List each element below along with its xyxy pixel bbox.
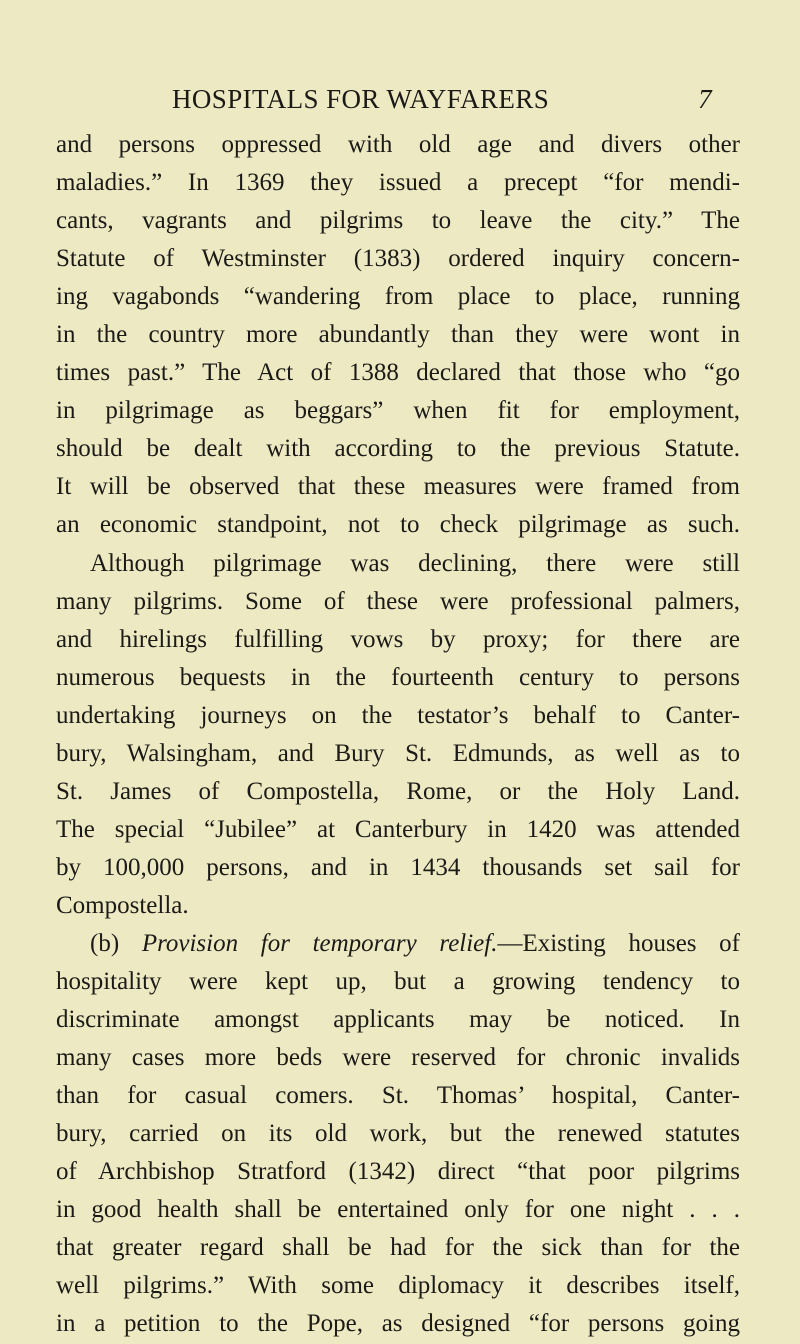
text-line: by 100,000 persons, and in 1434 thousands set sail for [56,853,740,881]
text-line: in pilgrimage as beggars” when fit for employment, [56,397,740,425]
text-line: should be dealt with according to the previous Statute. [56,435,740,463]
section-label: (b) [90,929,142,957]
text-line: ing vagabonds “wandering from place to place, running [56,283,740,311]
text-line: in good health shall be entertained only for one night . . . [56,1196,740,1224]
section-heading: Provision for temporary relief. [141,929,498,957]
text-line: than for casual comers. St. Thomas’ hospital, Canter- [56,1082,740,1110]
text-line: in a petition to the Pope, as designed “for persons going [56,1310,740,1338]
text-line: bury, carried on its old work, but the renewed statutes [56,1120,740,1148]
body-text [56,126,740,1344]
paragraph-start-line: Although pilgrimage was declining, there were still [90,549,740,577]
text-line: undertaking journeys on the testator’s behalf to Canter- [56,701,740,729]
text-line: The special “Jubilee” at Canterbury in 1420 was attended [56,815,740,843]
text-line: and hirelings fulfilling vows by proxy; for there are [56,625,740,653]
text-line: and persons oppressed with old age and divers other [56,131,740,158]
text-line: many pilgrims. Some of these were professional palmers, [56,587,740,615]
section-heading-line [56,925,740,963]
text-line: many cases more beds were reserved for chronic invalids [56,1044,740,1072]
text-line: It will be observed that these measures were framed from [56,473,740,501]
text-line: hospitality were kept up, but a growing tendency to [56,968,740,996]
text-line: bury, Walsingham, and Bury St. Edmunds, as well as to [56,739,740,767]
text-line: an economic standpoint, not to check pilgrimage as such. [56,511,740,539]
page-number: 7 [698,84,712,114]
text-line: St. James of Compostella, Rome, or the Holy Land. [56,777,740,805]
text-line: times past.” The Act of 1388 declared that those who “go [56,359,740,387]
running-head [172,84,712,118]
paragraph-end-line: Compostella. [56,891,189,919]
text-line: in the country more abundantly than they were wont in [56,321,740,349]
text-line: of Archbishop Stratford (1342) direct “that poor pilgrims [56,1158,740,1186]
text-line: that greater regard shall be had for the sick than for the [56,1234,740,1262]
text-line: cants, vagrants and pilgrims to leave the city.” The [56,207,740,235]
text-line: Statute of Westminster (1383) ordered inquiry concern- [56,245,740,273]
text-line: well pilgrims.” With some diplomacy it describes itself, [56,1272,740,1300]
text-line: numerous bequests in the fourteenth century to persons [56,663,740,691]
text-line: maladies.” In 1369 they issued a precept “for mendi- [56,169,740,197]
section-heading-continuation: —Existing houses of [497,929,740,957]
running-head-title: HOSPITALS FOR WAYFARERS [172,84,550,114]
text-line: discriminate amongst applicants may be noticed. In [56,1006,740,1034]
